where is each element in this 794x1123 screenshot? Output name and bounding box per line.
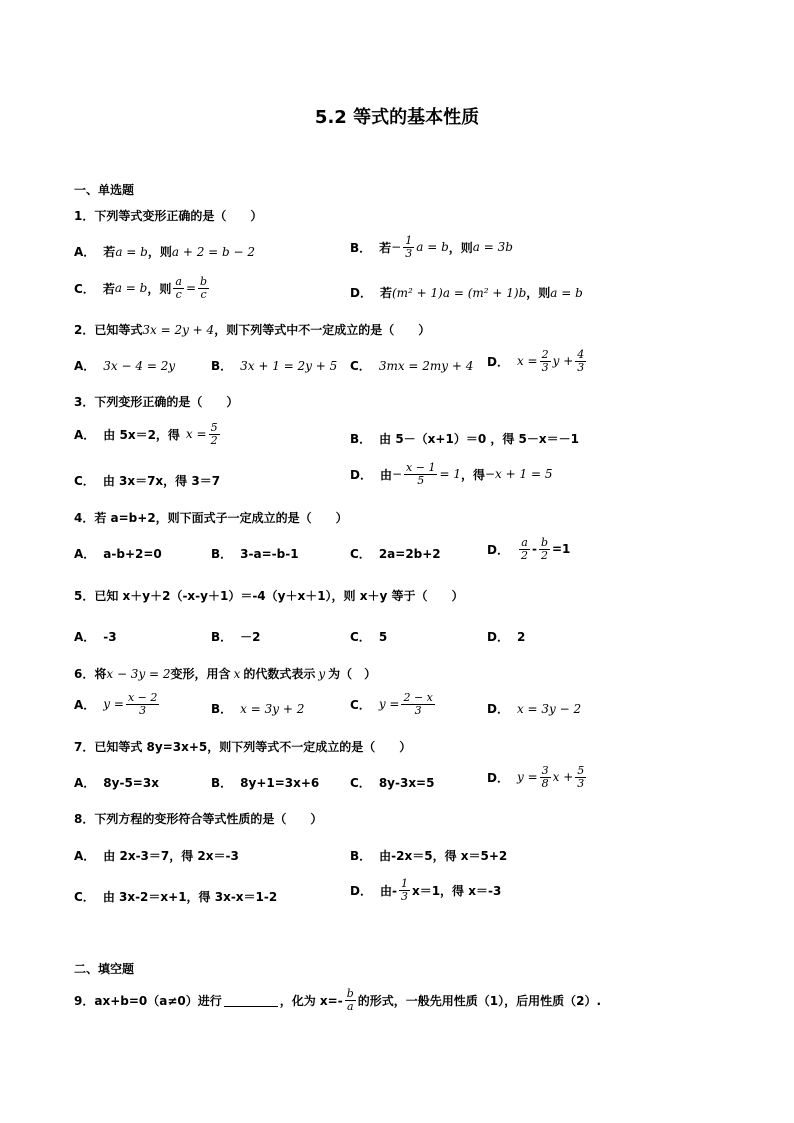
question-9: 9．ax+b=0（a≠0）进行 ，化为 x=- $\frac{b}{a}$ 的形式，一般先用性质（1），后用性质（2）. [74, 987, 602, 1013]
q4-option-a[interactable]: A． a-b+2=0 [74, 546, 162, 561]
q6-option-c[interactable]: C． y = $\frac{2 - x}{3}$ [350, 691, 433, 717]
section-fill-blank: 二、填空题 [74, 962, 135, 976]
q3-option-d[interactable]: D． 由 − $\frac{x - 1}{5}$ = 1 ，得 −x + 1 = 5 [350, 461, 553, 487]
q8-option-d[interactable]: D． 由- $\frac{1}{3}$ x＝1，得 x＝-3 [350, 877, 502, 903]
q2-option-b[interactable]: B． 3x + 1 = 2y + 5 [211, 358, 338, 373]
fraction: $\frac{1}{3}$ [400, 877, 408, 903]
question-8-stem: 8．下列方程的变形符合等式性质的是（ ） [74, 812, 323, 826]
q8-option-b[interactable]: B． 由-2x＝5，得 x＝5+2 [350, 849, 508, 863]
fraction: $\frac{5}{2}$ [210, 421, 218, 447]
fraction: $\frac{x - 1}{5}$ [406, 461, 436, 487]
q7-option-d[interactable]: D． y = $\frac{3}{8}$ x + $\frac{5}{3}$ [487, 764, 585, 790]
q5-option-a[interactable]: A． -3 [74, 629, 117, 644]
q6-option-d[interactable]: D． x = 3y − 2 [487, 701, 582, 716]
fraction: $\frac{b}{a}$ [346, 987, 354, 1013]
fraction: $\frac{1}{3}$ [405, 234, 413, 260]
fraction: $\frac{a}{2}$ [520, 536, 528, 562]
q5-option-c[interactable]: C． 5 [350, 629, 388, 644]
q1-option-c[interactable]: C． 若 a = b ，则 $\frac{a}{c}$ = $\frac{b}{c}$ [74, 275, 208, 301]
q2-option-a[interactable]: A． 3x − 4 = 2y [74, 358, 176, 373]
question-2-stem: 2．已知等式 3x = 2y + 4 ，则下列等式中不一定成立的是（ ） [74, 322, 431, 337]
fraction: $\frac{x - 2}{3}$ [127, 691, 158, 717]
q1-option-b[interactable]: B． 若 − $\frac{1}{3}$ a = b ，则 a = 3b [350, 234, 513, 260]
q4-option-b[interactable]: B． 3-a=-b-1 [211, 546, 299, 561]
fraction: $\frac{a}{c}$ [175, 275, 182, 301]
q4-option-c[interactable]: C． 2a=2b+2 [350, 546, 441, 561]
fraction: $\frac{2 - x}{3}$ [403, 691, 433, 717]
fraction: $\frac{4}{3}$ [577, 348, 585, 374]
question-3-stem: 3．下列变形正确的是（ ） [74, 395, 239, 409]
q5-option-b[interactable]: B． －2 [211, 630, 261, 644]
q1-option-a[interactable]: A． 若 a = b ，则 a + 2 = b − 2 [74, 244, 256, 259]
answer-blank[interactable] [224, 994, 278, 1007]
fraction: $\frac{2}{3}$ [541, 348, 549, 374]
fraction: $\frac{5}{3}$ [577, 764, 585, 790]
question-5-stem: 5．已知 x＋y＋2（-x-y＋1）＝-4（y＋x＋1），则 x＋y 等于（ ） [74, 589, 464, 603]
q7-option-b[interactable]: B． 8y+1=3x+6 [211, 775, 320, 790]
question-7-stem: 7．已知等式 8y=3x+5，则下列等式不一定成立的是（ ） [74, 740, 412, 754]
q1-option-d[interactable]: D． 若 (m² + 1)a = (m² + 1)b ，则 a = b [350, 285, 583, 300]
q6-option-a[interactable]: A． y = $\frac{x - 2}{3}$ [74, 691, 158, 717]
question-6-stem: 6．将 x − 3y = 2 变形，用含 x 的代数式表示 y 为（ ） [74, 666, 377, 681]
q2-option-c[interactable]: C． 3mx = 2my + 4 [350, 358, 474, 373]
q7-option-a[interactable]: A． 8y-5=3x [74, 775, 159, 790]
page-title: 5.2 等式的基本性质 [314, 107, 480, 128]
q6-option-b[interactable]: B． x = 3y + 2 [211, 701, 305, 716]
q4-option-d[interactable]: D． $\frac{a}{2}$ - $\frac{b}{2}$ =1 [487, 536, 571, 562]
q3-option-c[interactable]: C． 由 3x＝7x，得 3＝7 [74, 474, 221, 488]
question-4-stem: 4．若 a=b+2，则下面式子一定成立的是（ ） [74, 511, 348, 525]
q8-option-c[interactable]: C． 由 3x-2＝x+1，得 3x-x＝1-2 [74, 890, 278, 904]
fraction: $\frac{b}{2}$ [540, 536, 548, 562]
q7-option-c[interactable]: C． 8y-3x=5 [350, 775, 435, 790]
fraction: $\frac{b}{c}$ [200, 275, 208, 301]
q8-option-a[interactable]: A． 由 2x-3＝7，得 2x＝-3 [74, 849, 239, 863]
q3-option-a[interactable]: A． 由 5x＝2，得 x = $\frac{5}{2}$ [74, 421, 218, 447]
q2-option-d[interactable]: D． x = $\frac{2}{3}$ y + $\frac{4}{3}$ [487, 348, 585, 374]
q5-option-d[interactable]: D． 2 [487, 629, 526, 644]
section-single-choice: 一、单选题 [74, 183, 135, 197]
q3-option-b[interactable]: B． 由 5－（x+1）＝0 ，得 5－x＝－1 [350, 432, 579, 446]
fraction: $\frac{3}{8}$ [541, 764, 549, 790]
question-1-stem: 1．下列等式变形正确的是（ ） [74, 209, 263, 223]
